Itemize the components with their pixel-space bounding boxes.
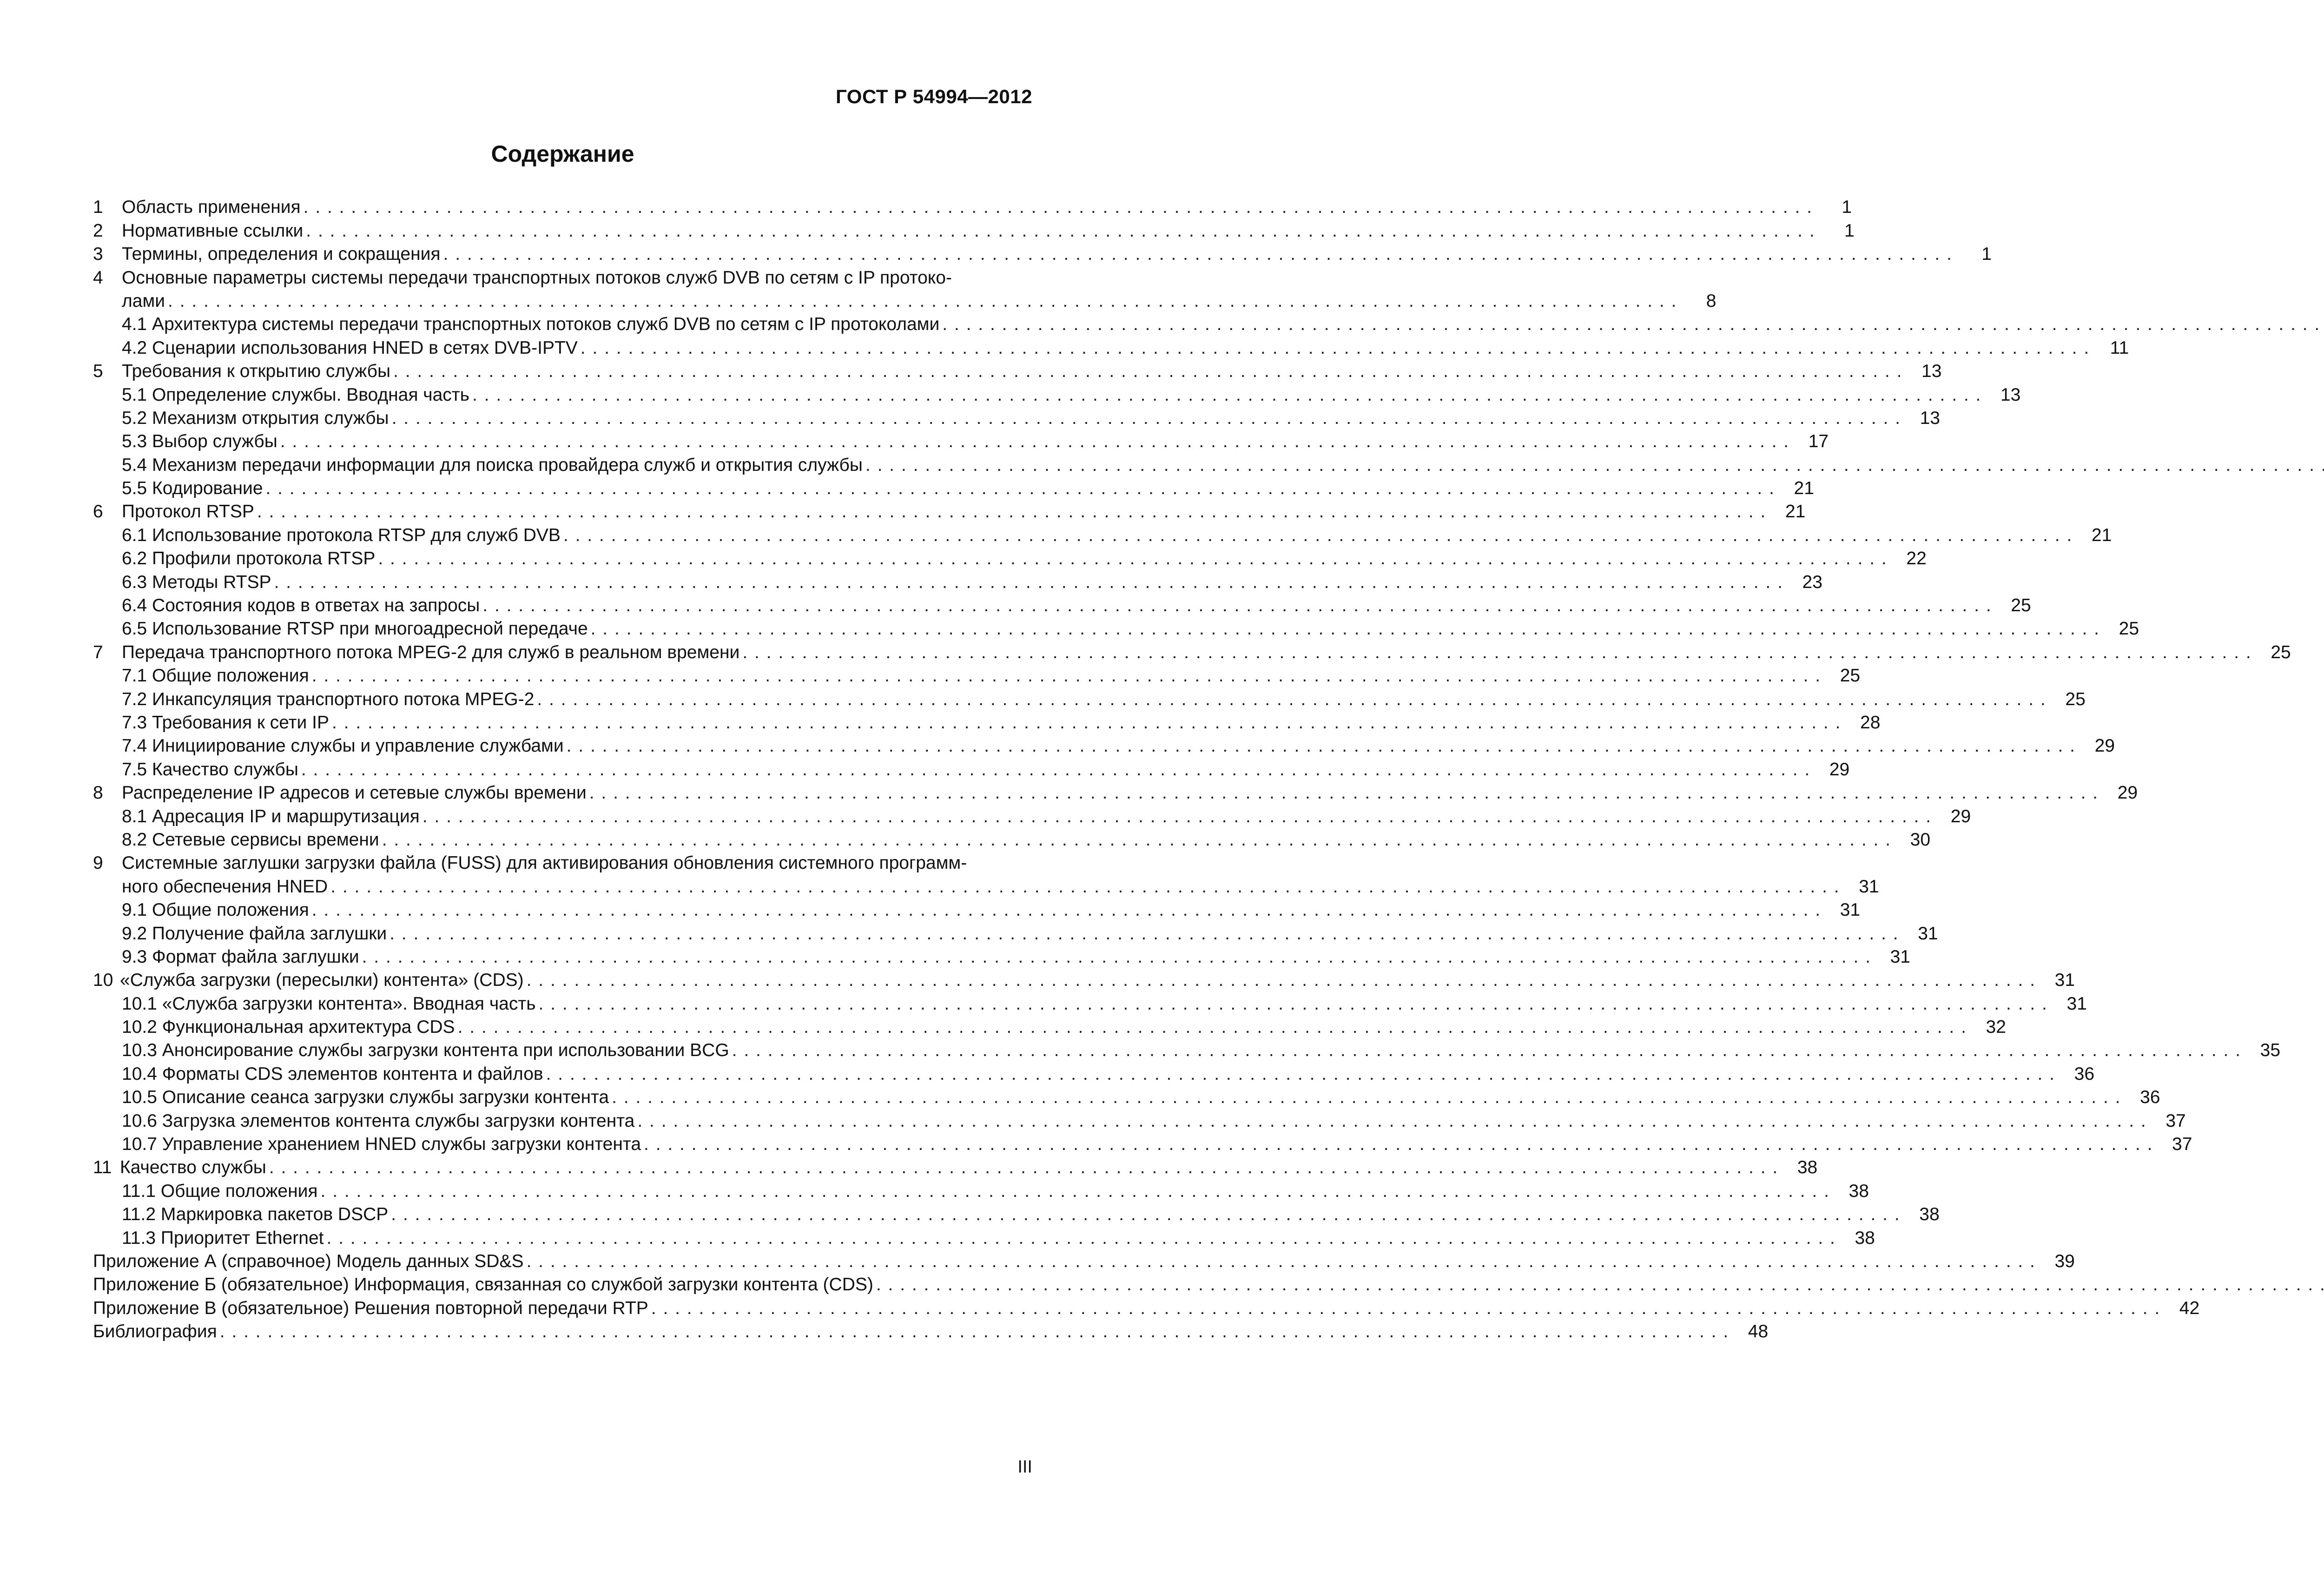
toc-entry-title: 7.1 Общие положения (122, 666, 309, 686)
toc-entry-page: 39 (2054, 1251, 2075, 1271)
toc-entry (93, 310, 1032, 333)
toc-entry-page: 1 (1842, 197, 1852, 218)
toc-entry-title: Распределение IP адресов и сетевые службы времени (122, 783, 587, 803)
toc-entry (93, 427, 1829, 452)
toc-entry-page: 29 (2117, 783, 2138, 803)
toc-entry-page: 48 (1748, 1321, 1769, 1342)
toc-entry (93, 826, 1931, 850)
dot-leader (539, 995, 2047, 1013)
toc-entry (93, 966, 2075, 991)
toc-entry (93, 1013, 2006, 1037)
toc-entry (93, 450, 1032, 474)
toc-entry-title: 10.2 Функциональная архитектура CDS (122, 1017, 455, 1037)
toc-entry (93, 1270, 1032, 1294)
toc-entry-page: 37 (2172, 1134, 2192, 1155)
toc-entry-title: 11.3 Приоритет Ethernet (122, 1228, 324, 1248)
dot-leader (423, 807, 1931, 826)
toc-entry-title: 7.2 Инкапсуляция транспортного потока MPEG-2 (122, 689, 535, 709)
toc-entry-title: 4.1 Архитектура системы передачи транспортных потоков служб DVB по сетям с IP протоколами (122, 314, 940, 335)
toc-entry-page: 42 (2179, 1298, 2200, 1318)
toc-entry-page: 23 (1802, 572, 1822, 592)
toc-entry-page: 25 (2011, 595, 2031, 616)
toc-entry (93, 1153, 1818, 1178)
toc-entry (93, 216, 1855, 241)
dot-leader (482, 596, 1991, 614)
toc-entry (93, 872, 1879, 897)
dot-leader (306, 222, 1814, 240)
toc-entry-title: 6.5 Использование RTSP при многоадресной передаче (122, 619, 588, 639)
toc-entry-title: 5.5 Кодирование (122, 478, 263, 499)
toc-entry-title: Передача транспортного потока MPEG-2 для служб в реальном времени (122, 642, 740, 662)
toc-entry (93, 1294, 2200, 1318)
toc-entry-title: 9.3 Формат файла заглушки (122, 946, 359, 967)
toc-entry-title: 6.4 Состояния кодов в ответах на запросы (122, 595, 480, 616)
toc-entry-number: 2 (93, 220, 103, 241)
toc-entry-page: 21 (1785, 502, 1806, 522)
dot-leader (330, 878, 1839, 896)
toc-entry (93, 193, 1852, 218)
dot-leader (326, 1229, 1835, 1247)
dot-leader (942, 315, 2324, 333)
toc-entry-title: 11.1 Общие положения (122, 1181, 318, 1201)
toc-entry-number: 7 (93, 642, 103, 662)
toc-entry-page: 21 (1794, 478, 1814, 499)
toc-entry-title: 10.1 «Служба загрузки контента». Вводная часть (122, 993, 536, 1014)
dot-leader (612, 1088, 2120, 1106)
toc-entry-title: 8.1 Адресация IP и маршрутизация (122, 806, 420, 826)
toc-entry-page: 13 (2000, 384, 2021, 405)
toc-entry-number: 10 (93, 970, 113, 991)
toc-entry-page: 38 (1855, 1228, 1875, 1248)
toc-entry (93, 661, 1861, 686)
dot-leader (257, 502, 1765, 521)
toc-entry-number: 9 (93, 853, 103, 873)
toc-entry-page: 37 (2166, 1110, 2186, 1131)
toc-entry-number: 1 (93, 197, 103, 218)
dot-leader (591, 620, 2099, 638)
toc-entry-page: 31 (1890, 946, 1910, 967)
toc-entry (93, 333, 2129, 358)
dot-leader (312, 901, 1820, 919)
toc-entry (93, 287, 1717, 311)
toc-entry-title: Приложение В (обязательное) Решения повторной передачи RTP (93, 1298, 648, 1318)
dot-leader (390, 925, 1898, 943)
toc-entry-title: Приложение А (справочное) Модель данных SD&S (93, 1251, 524, 1271)
toc-entry-title: Требования к открытию службы (122, 361, 391, 382)
dot-leader (378, 549, 1886, 568)
dot-leader (546, 1065, 2054, 1083)
toc-entry-page: 17 (1808, 431, 1829, 452)
toc-entry-page: 31 (1859, 876, 1879, 897)
toc-entry-title: 10.5 Описание сеанса загрузки службы загрузки контента (122, 1087, 609, 1108)
toc-entry-number: 11 (93, 1157, 112, 1178)
toc-entry (93, 263, 1032, 286)
toc-entry (93, 638, 2291, 662)
toc-entry-title: 10.4 Форматы CDS элементов контента и файлов (122, 1064, 543, 1084)
toc-entry-title: Приложение Б (обязательное) Информация, связанная со службой загрузки контента (CDS) (93, 1275, 873, 1295)
toc-entry-title: 7.4 Инициирование службы и управление службами (122, 736, 564, 756)
toc-entry-title: 7.3 Требования к сети IP (122, 712, 330, 733)
dot-leader (644, 1135, 2152, 1153)
toc-entry-page: 13 (1920, 408, 1940, 428)
dot-leader (563, 526, 2072, 544)
toc-entry-title: 10.3 Анонсирование службы загрузки контента при использовании BCG (122, 1040, 729, 1061)
toc-entry-page: 29 (1950, 806, 1971, 826)
dot-leader (266, 479, 1774, 497)
toc-entry-page: 31 (1840, 900, 1861, 920)
toc-entry (93, 1223, 1875, 1248)
toc-entry-page: 35 (2260, 1040, 2281, 1061)
toc-entry-title: ного обеспечения HNED (122, 876, 328, 897)
dot-leader (362, 948, 1870, 966)
toc-entry-title: 6.3 Методы RTSP (122, 572, 271, 592)
toc-entry-page: 25 (2065, 689, 2086, 709)
dot-leader (589, 784, 2098, 802)
toc-entry-title: 5.4 Механизм передачи информации для поиска провайдера служб и открытия службы (122, 455, 863, 475)
dot-leader (537, 690, 2045, 708)
toc-entry-page: 13 (1921, 361, 1942, 382)
dot-leader (527, 971, 2035, 989)
toc-entry (93, 802, 1971, 826)
dot-leader (742, 643, 2251, 661)
dot-leader (527, 1252, 2035, 1270)
toc-entry-number: 6 (93, 502, 103, 522)
toc-entry-page: 1 (1844, 220, 1855, 241)
toc-entry-title: Основные параметры системы передачи транспортных потоков служб DVB по сетям с IP протоко- (122, 267, 952, 288)
toc-entry-title: 9.1 Общие положения (122, 900, 309, 920)
dot-leader (391, 1205, 1899, 1223)
toc-entry (93, 708, 1881, 733)
toc-entry (93, 1317, 1769, 1342)
dot-leader (393, 362, 1901, 380)
toc-entry-title: лами (122, 291, 165, 311)
toc-entry (93, 755, 1850, 779)
toc-entry-page: 1 (1981, 244, 1992, 264)
toc-entry-page: 29 (1829, 759, 1850, 779)
toc-entry (93, 357, 1942, 382)
dot-leader (168, 292, 1676, 310)
toc-entry-page: 25 (1840, 666, 1861, 686)
toc-entry (93, 849, 1032, 872)
toc-entry-page: 31 (1918, 923, 1938, 944)
toc-entry-title: «Служба загрузки (пересылки) контента» (CDS) (120, 970, 524, 991)
toc-entry-title: 10.6 Загрузка элементов контента службы загрузки контента (122, 1110, 635, 1131)
dot-leader (865, 456, 2324, 474)
toc-entry-page: 38 (1797, 1157, 1818, 1178)
toc-entry-page: 8 (1706, 291, 1717, 311)
toc-entry (93, 1247, 2075, 1271)
dot-leader (392, 409, 1900, 427)
dot-leader (332, 713, 1840, 732)
toc-entry-title: 7.5 Качество службы (122, 759, 298, 779)
toc-entry-page: 25 (2119, 619, 2139, 639)
toc-entry-title: Протокол RTSP (122, 502, 254, 522)
page-number: III (1017, 1457, 1032, 1477)
dot-leader (274, 573, 1783, 591)
toc-entry-title: Нормативные ссылки (122, 220, 304, 241)
dot-leader (280, 432, 1789, 450)
dot-leader (732, 1041, 2240, 1059)
toc-entry (93, 1200, 1940, 1225)
toc-entry-number: 5 (93, 361, 103, 382)
dot-leader (637, 1112, 2146, 1130)
toc-entry-title: 6.2 Профили протокола RTSP (122, 548, 376, 569)
dot-leader (269, 1158, 1777, 1176)
toc-entry (93, 1059, 2095, 1084)
toc-entry-page: 21 (2091, 525, 2112, 545)
toc-entry (93, 1106, 2186, 1131)
toc-entry (93, 919, 1938, 944)
toc-entry-page: 32 (1986, 1017, 2006, 1037)
dot-leader (651, 1299, 2159, 1317)
toc-entry-title: Системные заглушки загрузки файла (FUSS) для активирования обновления системного программ- (122, 853, 967, 873)
toc-entry-page: 30 (1910, 829, 1931, 850)
dot-leader (876, 1275, 2324, 1294)
toc-entry-page: 29 (2094, 736, 2115, 756)
toc-entry (93, 568, 1822, 592)
toc-entry-number: 4 (93, 267, 103, 288)
toc-entry (93, 240, 1992, 264)
dot-leader (312, 667, 1820, 685)
toc-entry (93, 989, 2087, 1014)
dot-leader (382, 831, 1890, 849)
toc-entry (93, 474, 1814, 499)
toc-entry-title: 5.1 Определение службы. Вводная часть (122, 384, 469, 405)
toc-entry-page: 22 (1906, 548, 1927, 569)
toc-entry (93, 1176, 1869, 1201)
toc-entry-title: 11.2 Маркировка пакетов DSCP (122, 1204, 389, 1225)
toc-entry-title: Библиография (93, 1321, 217, 1342)
table-of-contents (93, 193, 2291, 1342)
toc-entry (93, 521, 2112, 545)
toc-entry (93, 1130, 2192, 1155)
toc-entry-page: 38 (1849, 1181, 1869, 1201)
toc-entry (93, 380, 2021, 405)
toc-entry (93, 1083, 2160, 1108)
toc-entry (93, 591, 2031, 616)
toc-entry-title: Термины, определения и сокращения (122, 244, 441, 264)
dot-leader (567, 737, 2075, 755)
toc-entry-title: 6.1 Использование протокола RTSP для служб DVB (122, 525, 561, 545)
toc-entry-page: 36 (2140, 1087, 2160, 1108)
toc-entry (93, 685, 2086, 709)
toc-entry-title: 4.2 Сценарии использования HNED в сетях DVB-IPTV (122, 337, 578, 358)
toc-entry (93, 497, 1806, 522)
dot-leader (321, 1182, 1829, 1200)
toc-entry (93, 614, 2139, 639)
toc-entry-title: 8.2 Сетевые сервисы времени (122, 829, 379, 850)
toc-entry (93, 544, 1927, 569)
toc-entry-page: 38 (1919, 1204, 1940, 1225)
standard-code: ГОСТ Р 54994—2012 (836, 86, 1032, 107)
toc-entry (93, 779, 2138, 803)
toc-entry-page: 31 (2067, 993, 2087, 1014)
toc-entry-title: 9.2 Получение файла заглушки (122, 923, 387, 944)
toc-entry-page: 25 (2271, 642, 2291, 662)
page-title: Содержание (491, 141, 634, 167)
toc-entry-title: Область применения (122, 197, 301, 218)
toc-entry (93, 1036, 2281, 1061)
dot-leader (220, 1322, 1728, 1341)
dot-leader (472, 386, 1981, 404)
toc-entry (93, 896, 1861, 920)
toc-entry (93, 732, 2115, 756)
dot-leader (304, 198, 1812, 216)
toc-entry-number: 8 (93, 783, 103, 803)
toc-entry-page: 36 (2074, 1064, 2095, 1084)
toc-entry-page: 28 (1860, 712, 1881, 733)
toc-entry-title: Качество службы (120, 1157, 266, 1178)
toc-entry-page: 31 (2054, 970, 2075, 991)
toc-entry (93, 404, 1940, 428)
toc-entry (93, 943, 1910, 967)
toc-entry-title: 5.2 Механизм открытия службы (122, 408, 389, 428)
toc-entry-page: 11 (2110, 337, 2129, 358)
dot-leader (443, 245, 1952, 263)
dot-leader (301, 760, 1809, 779)
toc-entry-number: 3 (93, 244, 103, 264)
dot-leader (581, 339, 2089, 357)
toc-entry-title: 10.7 Управление хранением HNED службы загрузки контента (122, 1134, 641, 1155)
dot-leader (458, 1018, 1966, 1036)
toc-entry-title: 5.3 Выбор службы (122, 431, 277, 452)
